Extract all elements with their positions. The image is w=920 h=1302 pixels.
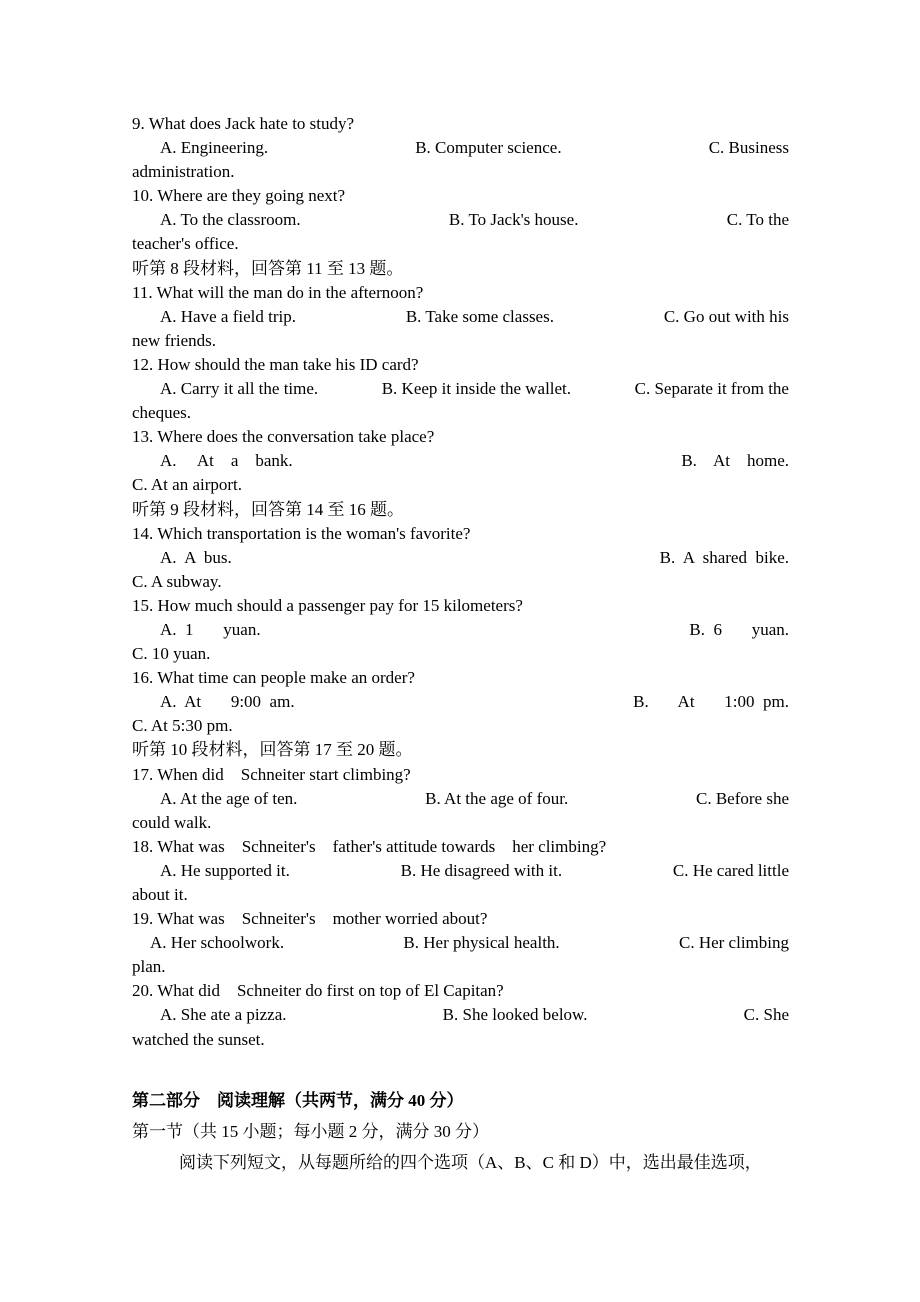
options-row xyxy=(132,449,789,473)
reading-section xyxy=(132,1088,812,1181)
option-continuation: cheques. xyxy=(132,403,192,423)
question-text: 11. What will the man do in the afternoon? xyxy=(132,282,424,302)
option-c: C. Her climbing xyxy=(678,933,789,953)
section-header: 听第 10 段材料，回答第 17 至 20 题。 xyxy=(132,740,413,760)
option-a: A. At a bank. xyxy=(160,451,293,471)
instruction-text: 阅读下列短文，从每题所给的四个选项（A、B、C 和 D）中，选出最佳选项， xyxy=(179,1153,762,1172)
option-b: B. A shared bike. xyxy=(659,547,789,567)
option-b: B. At 1:00 pm. xyxy=(633,692,789,712)
option-continuation: C. At an airport. xyxy=(132,475,243,495)
part-title: 第二部分 阅读理解（共两节，满分 40 分） xyxy=(132,1091,464,1110)
question-text: 14. Which transportation is the woman's favorite? xyxy=(132,523,471,543)
option-continuation: teacher's office. xyxy=(132,234,239,254)
option-a: A. At the age of ten. xyxy=(160,788,298,808)
question-text: 17. When did Schneiter start climbing? xyxy=(132,764,411,784)
options-row xyxy=(132,377,789,401)
option-b: B. He disagreed with it. xyxy=(400,860,563,880)
section-header: 听第 9 段材料，回答第 14 至 16 题。 xyxy=(132,499,404,519)
option-continuation: C. A subway. xyxy=(132,571,222,591)
options-row xyxy=(132,690,789,714)
option-continuation: about it. xyxy=(132,885,188,904)
options-row xyxy=(132,787,789,811)
option-a: A. To the classroom. xyxy=(160,210,301,230)
section-header: 听第 8 段材料，回答第 11 至 13 题。 xyxy=(132,258,404,278)
option-b: B. Computer science. xyxy=(415,138,562,158)
options-row xyxy=(132,1003,789,1027)
option-continuation: could walk. xyxy=(132,812,212,832)
options-row xyxy=(132,305,789,329)
option-a: A. He supported it. xyxy=(160,860,290,880)
question-text: 10. Where are they going next? xyxy=(132,186,346,206)
options-row xyxy=(132,859,789,883)
question-text: 20. What did Schneiter do first on top of El Capitan? xyxy=(132,981,504,1001)
option-continuation: plan. xyxy=(132,957,166,977)
option-a: A. Have a field trip. xyxy=(160,306,296,326)
option-b: B. Take some classes. xyxy=(405,306,554,326)
option-a: A. Her schoolwork. xyxy=(150,933,285,953)
option-c: C. He cared little xyxy=(672,860,789,880)
listening-questions xyxy=(132,112,789,1052)
option-b: B. To Jack's house. xyxy=(448,210,579,230)
question-text: 16. What time can people make an order? xyxy=(132,668,415,688)
option-b: B. She looked below. xyxy=(442,1005,588,1025)
option-b: B. 6 yuan. xyxy=(689,619,789,639)
option-c: C. Before she xyxy=(695,788,789,808)
option-c: C. Business xyxy=(708,138,789,158)
options-row xyxy=(132,546,789,570)
option-c: C. Separate it from the xyxy=(634,379,789,399)
option-c: C. To the xyxy=(726,210,789,230)
question-text: 18. What was Schneiter's father's attitude towards her climbing? xyxy=(132,836,607,856)
option-a: A. 1 yuan. xyxy=(160,619,261,639)
question-text: 9. What does Jack hate to study? xyxy=(132,114,355,133)
option-b: B. At the age of four. xyxy=(425,788,569,808)
option-b: B. Her physical health. xyxy=(403,933,560,953)
question-text: 19. What was Schneiter's mother worried about? xyxy=(132,909,488,929)
options-row xyxy=(132,931,789,955)
question-text: 15. How much should a passenger pay for 15 kilometers? xyxy=(132,595,523,615)
option-a: A. Carry it all the time. xyxy=(160,379,319,399)
option-c: C. She xyxy=(743,1005,789,1025)
option-continuation: administration. xyxy=(132,162,235,182)
option-c: C. Go out with his xyxy=(663,306,789,326)
option-a: A. A bus. xyxy=(160,547,232,567)
option-continuation: watched the sunset. xyxy=(132,1029,265,1049)
option-b: B. Keep it inside the wallet. xyxy=(381,379,572,399)
option-continuation: C. 10 yuan. xyxy=(132,644,211,664)
option-continuation: new friends. xyxy=(132,330,217,350)
section-title: 第一节（共 15 小题；每小题 2 分，满分 30 分） xyxy=(132,1122,489,1141)
options-row xyxy=(132,618,789,642)
option-b: B. At home. xyxy=(681,451,789,471)
options-row xyxy=(132,208,789,232)
option-continuation: C. At 5:30 pm. xyxy=(132,716,233,736)
option-a: A. Engineering. xyxy=(160,138,269,158)
option-a: A. At 9:00 am. xyxy=(160,692,295,712)
option-a: A. She ate a pizza. xyxy=(160,1005,287,1025)
options-row xyxy=(132,136,789,160)
question-text: 13. Where does the conversation take place? xyxy=(132,427,435,447)
question-text: 12. How should the man take his ID card? xyxy=(132,354,419,374)
